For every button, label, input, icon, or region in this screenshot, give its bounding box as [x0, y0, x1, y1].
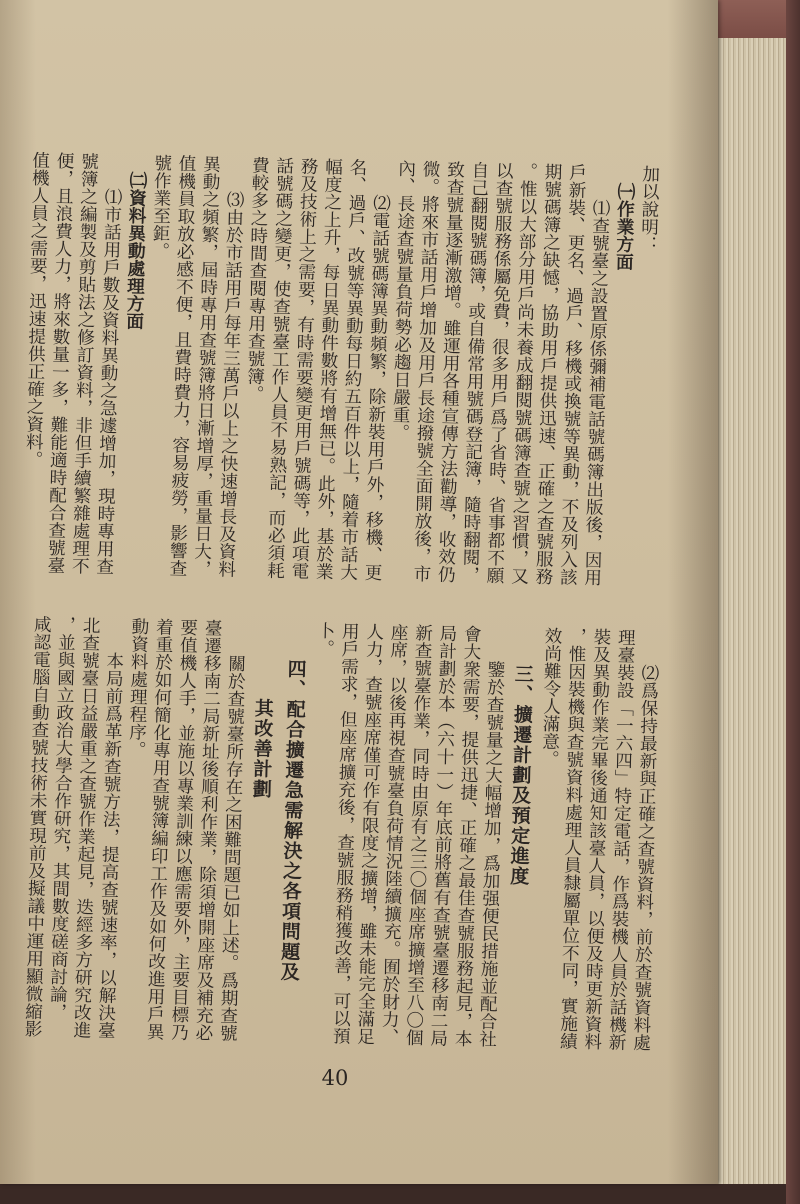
page-edges-stack: [716, 38, 786, 1184]
text-line: 座席，以後再視查號臺負荷情況陸續擴充。囿於財力、: [378, 623, 409, 1046]
lower-text-block: [19, 615, 662, 1069]
text-line: 便，且浪費人力，將來數量一多，難能適時配合查號臺: [44, 151, 75, 575]
text-line: 異動之頻繁，屆時專用查號簿將日漸增厚，重量日大，: [191, 154, 221, 578]
text-line: 理臺裝設「一六四」特定電話，作爲裝機人員於話機新: [605, 628, 636, 1051]
section-heading-3: 三、擴遷計劃及預定進度: [507, 663, 535, 887]
subheading-data-changes: ㈡資料異動處理方面: [123, 170, 149, 330]
text-line: 值機人員之需要，迅速提供正確之資料。: [22, 150, 50, 469]
text-line: 務及技術上之需要，有時需要變更用戶號碼等，此項電: [288, 157, 319, 580]
text-line: ⑵爲保持最新與正確之查號資料，前於查號資料處: [630, 663, 660, 1052]
text-line: ，惟因裝機與查號資料處理人員隸屬單位不同，實施績: [557, 627, 587, 1050]
text-line: 關於查號臺所存在之困難問題已如上述。爲期查號: [217, 654, 246, 1043]
section-heading-4: 四、配合擴遷急需解決之各項問題及: [277, 658, 307, 983]
text-line: 動資料處理程序。: [125, 617, 150, 759]
text-line: 臺遷移南二局新址後順利作業，除須增開座席及補充必: [192, 618, 223, 1042]
text-line: 效尚難令人滿意。: [539, 626, 563, 768]
text-line: 話號碼之變更，使查號臺工作人員不易熟記，而必須耗: [264, 156, 294, 580]
section-heading-4-continued: 其改善計劃: [249, 698, 274, 800]
book-cover-edge: [786, 0, 800, 1204]
text-line: 要值機人手，並施以專業訓練以應需要外，主要目標乃: [168, 618, 198, 1042]
text-line: 咸認電腦自動查號技術未實現前及擬議中運用顯微縮影: [21, 614, 52, 1038]
text-line: 裝及異動作業完畢後通知該臺人員，以便及時更新資料: [581, 627, 612, 1051]
text-line: 用戶需求，但座席擴充後，查號服務稍獲改善，可以預: [329, 621, 360, 1045]
subheading-operations: ㈠作業方面: [613, 181, 637, 271]
text-line: 內、長途查號量負荷勢必趨日嚴重。: [389, 159, 416, 442]
upper-text-block: [17, 151, 662, 605]
text-line: 。惟以大部分用戶尚未養成翻閱號碼簿查號之習慣，又: [508, 161, 538, 585]
text-line: 人力，查號座席僅可作有限度之擴增，雖未能完全滿足: [354, 622, 384, 1046]
page-number: 40: [321, 1066, 349, 1090]
text-line: 鑒於查號量之大幅增加，爲加强便民措施並配合社: [476, 660, 506, 1048]
text-line: 致查號量逐漸激增。雖運用各種宣傳方法勸導，收效仍: [435, 160, 465, 584]
text-line: 號簿之編製及剪貼法之修訂資料，非但手續繁雜處理不: [69, 152, 99, 575]
text-line: ⑶由於市話用戶每年三萬戶以上之快速增長及資料: [215, 190, 245, 579]
text-line: 幅度之上升，每日異動件數將有增無已。此外，基於業: [313, 157, 343, 581]
text-line: 微。將來市話用戶增加及用戶長途撥號全面開放後，市: [410, 159, 441, 583]
text-line: ⑴市話用戶數及資料異動之急遽增加，現時專用查: [93, 187, 123, 576]
text-line: 加以說明：: [637, 164, 660, 254]
text-line: 值機員取放必感不便，且費時費力，容易疲勞，影響查: [166, 154, 197, 577]
text-line: 會大衆需要，提供迅捷、正確之最佳查號服務起見，本: [451, 624, 482, 1048]
text-line: 戶新裝、更名、過戶、移機或換號等異動，不及列入該: [557, 163, 587, 586]
text-line: ⑵電話號碼簿異動頻繁，除新裝用戶外，移機、更: [361, 193, 391, 582]
text-line: 以查號服務係屬免費，很多用戶爲了省時、省事都不願: [483, 161, 514, 585]
text-line: 號作業至鉅。: [149, 153, 172, 260]
text-line: 着重於如何簡化專用查號簿編印工作及如何改進用戶異: [143, 617, 174, 1041]
text-line: 名、過戶、改號等異動每日約五百件以上，隨着市話大: [337, 158, 368, 581]
text-line: ⑴查號臺之設置原係彌補電話號碼簿出版後，因用: [581, 198, 611, 587]
text-line: 卜。: [314, 621, 336, 658]
text-line: 費較多之時間查閱專用查號簿。: [243, 155, 270, 403]
text-line: 新查號臺作業，同時由原有之三〇個座席擴增至八〇個: [403, 623, 433, 1047]
text-line: ，並與國立政治大學合作研究，其間數度磋商討論，: [46, 615, 76, 1021]
text-line: 期號碼簿之缺憾，協助用戶提供迅速、正確之查號服務: [532, 162, 563, 586]
text-line: 本局前爲革新查號方法，提高查號速率，以解決臺: [95, 651, 124, 1040]
text-line: 自己翻閱號碼簿，或自備常用號碼登記簿，隨時翻閱，: [459, 160, 490, 584]
text-line: 局計劃於本（六十一）年底前將舊有查號臺遷移南二局: [427, 624, 458, 1047]
text-line: 北查號臺日益嚴重之查號作業起見，迭經多方研究改進: [70, 616, 101, 1039]
